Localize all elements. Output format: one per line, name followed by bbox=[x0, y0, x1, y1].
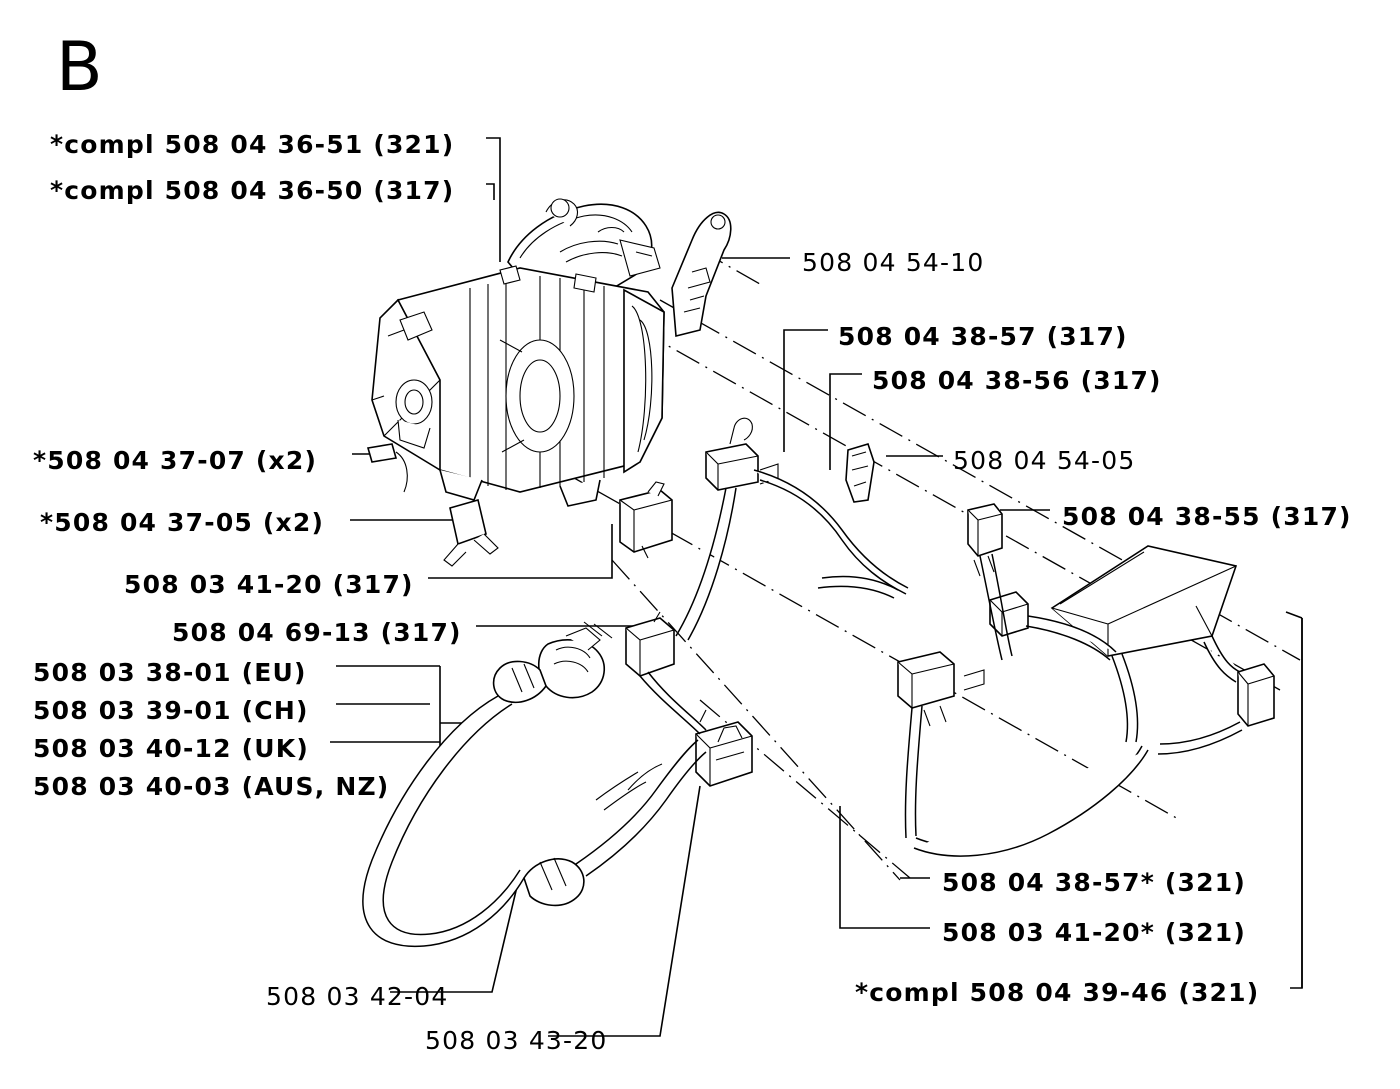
label-508-03-38-01-eu: 508 03 38-01 (EU) bbox=[33, 658, 307, 687]
label-508-03-40-03-ausnz: 508 03 40-03 (AUS, NZ) bbox=[33, 772, 390, 801]
label-508-04-38-57-317: 508 04 38-57 (317) bbox=[838, 322, 1128, 351]
label-508-04-38-57-321: 508 04 38-57* (321) bbox=[942, 868, 1246, 897]
label-508-04-38-55-317: 508 04 38-55 (317) bbox=[1062, 502, 1352, 531]
part-bracket-54-10 bbox=[672, 212, 731, 336]
label-508-04-37-07: *508 04 37-07 (x2) bbox=[33, 446, 318, 475]
label-compl-317: *compl 508 04 36-50 (317) bbox=[50, 176, 455, 205]
part-control-module bbox=[1052, 546, 1236, 656]
label-508-03-40-12-uk: 508 03 40-12 (UK) bbox=[33, 734, 309, 763]
motor-assembly bbox=[372, 199, 664, 506]
label-508-03-41-20-321: 508 03 41-20* (321) bbox=[942, 918, 1246, 947]
label-compl-39-46-321: *compl 508 04 39-46 (321) bbox=[855, 978, 1260, 1007]
label-508-04-54-10: 508 04 54-10 bbox=[802, 248, 985, 277]
section-letter: B bbox=[56, 28, 103, 107]
label-508-04-37-05: *508 04 37-05 (x2) bbox=[40, 508, 325, 537]
label-508-03-43-20: 508 03 43-20 bbox=[425, 1026, 608, 1055]
label-compl-321: *compl 508 04 36-51 (321) bbox=[50, 130, 455, 159]
label-508-04-38-56-317: 508 04 38-56 (317) bbox=[872, 366, 1162, 395]
label-508-04-54-05: 508 04 54-05 bbox=[953, 446, 1136, 475]
label-508-04-69-13-317: 508 04 69-13 (317) bbox=[172, 618, 462, 647]
compl-39-46-bracket bbox=[1286, 612, 1302, 988]
label-508-03-39-01-ch: 508 03 39-01 (CH) bbox=[33, 696, 309, 725]
label-508-03-42-04: 508 03 42-04 bbox=[266, 982, 449, 1011]
label-508-03-41-20-317: 508 03 41-20 (317) bbox=[124, 570, 414, 599]
